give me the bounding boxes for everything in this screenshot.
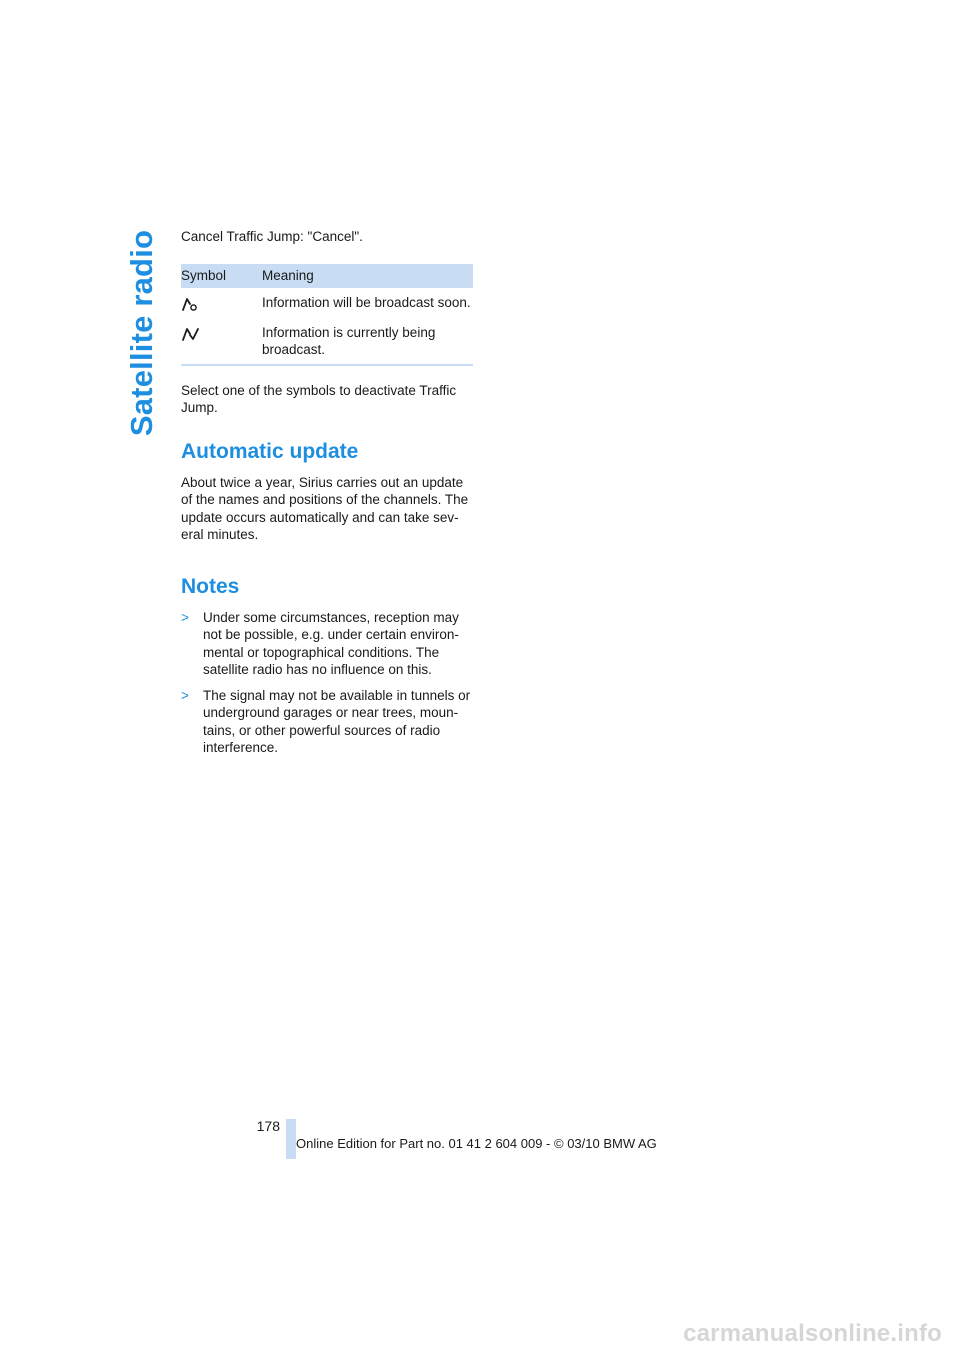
table-row: [181, 288, 473, 318]
deactivate-text: Select one of the symbols to deactivate Traffic Jump.: [181, 382, 457, 415]
footer-accent-bar: [286, 1119, 296, 1159]
header-meaning: Meaning: [262, 264, 473, 288]
symbol-table-header: [181, 264, 473, 288]
symbol-cell: [181, 318, 262, 365]
page-content: [181, 228, 473, 765]
notes-list: [181, 609, 473, 757]
chapter-side-title: [122, 228, 162, 438]
traffic-now-icon[interactable]: [181, 326, 203, 342]
page-number: 178: [256, 1118, 280, 1134]
section-heading-automatic-update: Automatic update: [181, 439, 359, 463]
note-text: The signal may not be available in tunnels or underground garages or near trees, moun-tains, or other powerful sources of radio interference.: [203, 687, 471, 755]
bullet-marker: >: [181, 609, 189, 625]
note-text: Under some circumstances, reception may not be possible, e.g. under certain environ-mental or topographical conditions. The satellite radio has no influence on this.: [203, 609, 459, 677]
watermark-text[interactable]: carmanualsonline.info: [683, 1320, 942, 1347]
section-heading-notes: Notes: [181, 574, 240, 598]
bullet-marker: >: [181, 687, 189, 703]
table-row: [181, 318, 473, 365]
symbol-cell: [181, 288, 262, 318]
traffic-soon-icon[interactable]: [181, 296, 203, 312]
footer-edition-text: Online Edition for Part no. 01 41 2 604 009 - © 03/10 BMW AG: [296, 1136, 657, 1151]
meaning-cell: Information will be broadcast soon.: [262, 294, 471, 310]
list-item: [181, 609, 473, 679]
intro-text: Cancel Traffic Jump: "Cancel".: [181, 229, 363, 244]
automatic-update-text: About twice a year, Sirius carries out an update of the names and positions of the channels. The update occurs automatically and can take sev-eral minutes.: [181, 474, 469, 542]
symbol-table: [181, 264, 473, 366]
meaning-cell: Information is currently being broadcast.: [262, 318, 473, 365]
header-symbol: Symbol: [181, 264, 262, 288]
chapter-title-text: Satellite radio: [124, 229, 160, 437]
list-item: [181, 687, 473, 757]
